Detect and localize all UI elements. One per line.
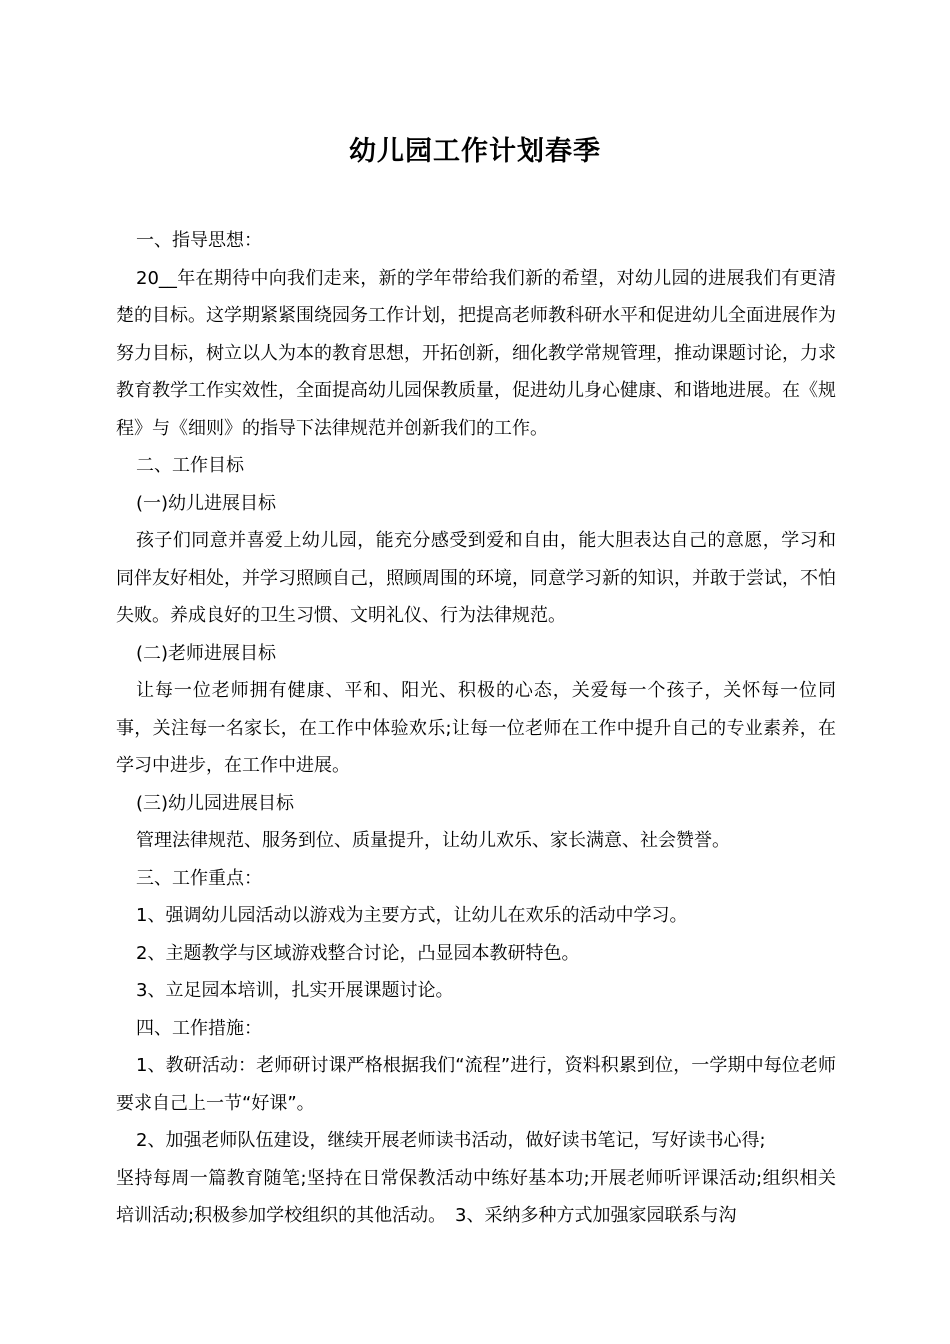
paragraph-kindergarten-goals: 管理法律规范、服务到位、质量提升，让幼儿欢乐、家长满意、社会赞誉。 — [136, 830, 730, 851]
list-item-focus-1: 1、强调幼儿园活动以游戏为主要方式，让幼儿在欢乐的活动中学习。 — [136, 905, 688, 926]
list-item-measure-1: 1、教研活动：老师研讨课严格根据我们“流程”进行，资料积累到位，一学期中每位老师要求自己上一节“好课”。 — [116, 1055, 836, 1114]
paragraph-child-goals: 孩子们同意并喜爱上幼儿园，能充分感受到爱和自由，能大胆表达自己的意愿，学习和同伴友好相处，并学习照顾自己，照顾周围的环境，同意学习新的知识，并敢于尝试，不怕失败。养成良好的卫生习惯、文明礼仪、行为法律规范。 — [116, 530, 836, 626]
list-item-focus-3: 3、立足园本培训，扎实开展课题讨论。 — [136, 980, 454, 1001]
subheading-child-goals: (一)幼儿进展目标 — [136, 492, 277, 514]
subheading-kindergarten-goals: (三)幼儿园进展目标 — [136, 792, 295, 814]
subheading-teacher-goals: (二)老师进展目标 — [136, 642, 277, 664]
document-body — [116, 222, 836, 1235]
paragraph-guiding-thought: 20__年在期待中向我们走来，新的学年带给我们新的希望，对幼儿园的进展我们有更清楚的目标。这学期紧紧围绕园务工作计划，把提高老师教科研水平和促进幼儿全面进展作为努力目标，树立以人为本的教育思想，开拓创新，细化教学常规管理，推动课题讨论，力求教育教学工作实效性，全面提高幼儿园保教质量，促进幼儿身心健康、和谐地进展。在《规程》与《细则》的指导下法律规范并创新我们的工作。 — [116, 267, 836, 439]
paragraph-teacher-goals: 让每一位老师拥有健康、平和、阳光、积极的心态，关爱每一个孩子，关怀每一位同事，关注每一名家长，在工作中体验欢乐;让每一位老师在工作中提升自己的专业素养，在学习中进步，在工作中进展。 — [116, 680, 836, 776]
section-heading-work-goals: 二、工作目标 — [136, 455, 244, 476]
list-item-focus-2: 2、主题教学与区域游戏整合讨论，凸显园本教研特色。 — [136, 942, 580, 964]
section-heading-work-focus: 三、工作重点： — [136, 867, 262, 889]
section-heading-work-measures: 四、工作措施： — [136, 1017, 262, 1039]
document-title: 幼儿园工作计划春季 — [349, 136, 601, 167]
paragraph-measure-2-continued: 坚持每周一篇教育随笔;坚持在日常保教活动中练好基本功;开展老师听评课活动;组织相关培训活动;积极参加学校组织的其他活动。 3、采纳多种方式加强家园联系与沟 — [116, 1167, 836, 1226]
section-heading-guiding-thought: 一、指导思想： — [136, 230, 262, 251]
list-item-measure-2: 2、加强老师队伍建设，继续开展老师读书活动，做好读书笔记，写好读书心得; — [136, 1130, 766, 1151]
